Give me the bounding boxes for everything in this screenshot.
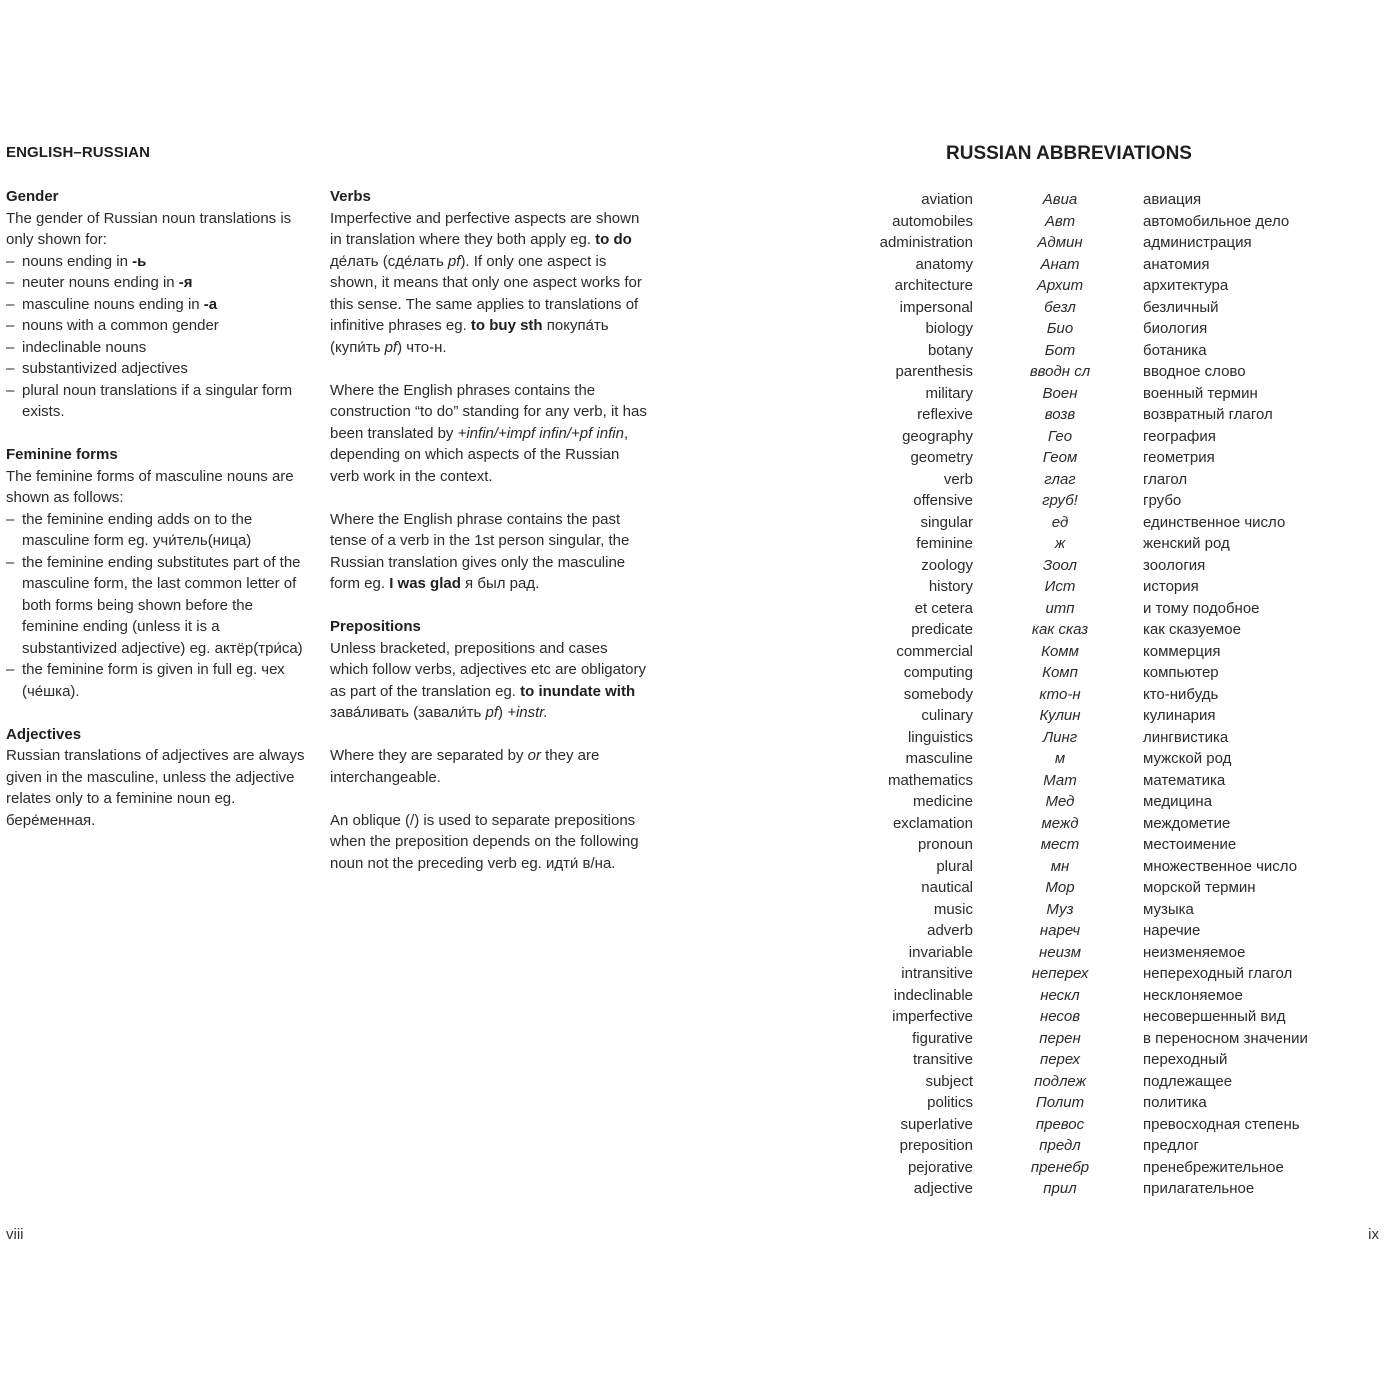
abbreviation-russian: военный термин	[1143, 384, 1258, 402]
abbreviation-english: music	[933, 900, 973, 918]
abbreviation-code: Бот	[1044, 341, 1076, 359]
abbreviation-english: superlative	[900, 1115, 973, 1133]
abbreviation-english: history	[928, 578, 973, 595]
abbreviation-russian: зоология	[1143, 556, 1206, 574]
table-row	[800, 383, 1360, 405]
abbreviation-russian: история	[1143, 578, 1199, 595]
table-row	[800, 770, 1360, 792]
abbreviation-code: Воен	[1042, 384, 1078, 402]
table-row	[800, 963, 1360, 985]
table-row	[800, 813, 1360, 835]
table-row	[800, 232, 1360, 254]
abbreviation-english: administration	[879, 234, 973, 251]
abbreviation-english: mathematics	[887, 771, 973, 789]
prepositions-heading: Prepositions	[330, 618, 421, 635]
feminine-heading: Feminine forms	[6, 446, 118, 463]
abbreviation-russian: местоимение	[1143, 836, 1237, 853]
abbreviation-code: Кулин	[1039, 707, 1081, 724]
prepositions-paragraph-2: Where they are separated by or they are interchangeable.	[330, 747, 600, 786]
feminine-list	[6, 509, 306, 703]
table-row	[800, 361, 1360, 383]
abbreviation-russian: архитектура	[1143, 277, 1229, 294]
abbreviation-russian: коммерция	[1143, 642, 1221, 660]
gender-list	[6, 251, 306, 423]
abbreviation-english: indeclinable	[893, 986, 973, 1004]
abbreviation-russian: география	[1143, 427, 1216, 445]
abbreviation-english: nautical	[921, 879, 973, 896]
abbreviation-english: subject	[925, 1072, 973, 1090]
abbreviation-code: Комп	[1042, 664, 1078, 681]
table-row	[800, 942, 1360, 964]
list-item: – neuter nouns ending in -я	[6, 272, 306, 294]
abbreviation-code: Гео	[1047, 427, 1073, 445]
page-number-right: ix	[1368, 1226, 1379, 1243]
abbreviation-english: botany	[927, 341, 973, 359]
list-item: – masculine nouns ending in -а	[6, 294, 306, 316]
abbreviation-code: ж	[1054, 535, 1066, 552]
abbreviation-code: подлеж	[1034, 1072, 1086, 1090]
abbreviation-russian: морской термин	[1143, 879, 1256, 896]
abbreviation-russian: медицина	[1143, 793, 1213, 810]
abbreviation-english: biology	[925, 320, 973, 337]
verbs-paragraph-1: Imperfective and perfective aspects are shown in translation where they both apply eg. to do де́лать (сде́лать pf). If only one aspect is shown, it means that only one aspect works for this sense. The same applies to translations of infinitive phrases eg. to buy sth покупа́ть (купи́ть pf) что-н.	[330, 209, 642, 356]
abbreviation-code: перех	[1039, 1051, 1081, 1068]
abbreviation-russian: несклоняемое	[1143, 986, 1243, 1004]
table-row	[800, 211, 1360, 233]
abbreviation-russian: авиация	[1143, 191, 1202, 208]
list-item: – nouns ending in -ь	[6, 251, 306, 273]
table-row	[800, 834, 1360, 856]
abbreviation-russian: переходный	[1143, 1051, 1228, 1068]
abbreviation-english: somebody	[903, 685, 973, 703]
verbs-paragraph-2-block	[330, 380, 650, 488]
abbreviation-russian: предлог	[1143, 1137, 1199, 1154]
abbreviation-russian: прилагательное	[1143, 1180, 1255, 1197]
table-row	[800, 555, 1360, 577]
table-row	[800, 254, 1360, 276]
abbreviation-russian: непереходный глагол	[1143, 965, 1293, 982]
verbs-section	[330, 186, 650, 358]
adjectives-heading: Adjectives	[6, 725, 82, 743]
abbreviation-code: пренебр	[1030, 1158, 1090, 1176]
adjectives-body: Russian translations of adjectives are always given in the masculine, unless the adjective relates only to a feminine noun eg. бере́менная.	[6, 747, 305, 829]
verbs-paragraph-3-block	[330, 509, 650, 595]
abbreviation-russian: автомобильное дело	[1143, 212, 1290, 230]
abbreviation-english: politics	[927, 1094, 973, 1111]
abbreviation-code: несов	[1039, 1008, 1081, 1025]
abbreviation-code: глаг	[1044, 470, 1076, 488]
abbreviation-russian: математика	[1143, 771, 1226, 789]
table-row	[800, 512, 1360, 534]
abbreviation-code: Авт	[1044, 212, 1076, 230]
list-item: – indeclinable nouns	[6, 337, 306, 359]
list-item: – plural noun translations if a singular form exists.	[6, 380, 306, 423]
abbreviation-english: computing	[903, 664, 973, 681]
column-1	[6, 186, 306, 853]
abbreviation-english: plural	[936, 857, 973, 875]
list-item: – the feminine form is given in full eg. чех (че́шка).	[6, 659, 306, 702]
abbreviation-english: reflexive	[917, 406, 973, 423]
table-row	[800, 297, 1360, 319]
abbreviation-russian: грубо	[1143, 492, 1182, 509]
verbs-paragraph-2: Where the English phrases contains the construction “to do” standing for any verb, it has been translated by +infin/+impf infin/+pf infin, depending on which aspects of the Russian verb work in the context.	[330, 381, 647, 485]
table-row	[800, 189, 1360, 211]
abbreviation-code: прил	[1043, 1180, 1077, 1197]
abbreviation-code: нескл	[1040, 986, 1080, 1004]
table-row	[800, 318, 1360, 340]
abbreviation-russian: политика	[1143, 1094, 1207, 1111]
abbreviation-english: zoology	[921, 556, 973, 574]
table-row	[800, 404, 1360, 426]
abbreviation-code: Анат	[1040, 255, 1080, 273]
abbreviation-english: transitive	[912, 1051, 973, 1068]
abbreviation-russian: администрация	[1143, 234, 1252, 251]
abbreviation-english: linguistics	[907, 728, 973, 746]
left-page	[0, 0, 680, 1385]
abbreviation-english: adjective	[913, 1180, 973, 1197]
abbreviation-code: Комм	[1041, 642, 1079, 660]
abbreviation-code: безл	[1044, 298, 1076, 316]
table-row	[800, 727, 1360, 749]
abbreviations-title: RUSSIAN ABBREVIATIONS	[946, 143, 1192, 164]
abbreviation-english: geometry	[910, 449, 973, 466]
table-row	[800, 1006, 1360, 1028]
abbreviation-russian: женский род	[1143, 535, 1230, 552]
abbreviation-code: Авиа	[1042, 191, 1078, 208]
abbreviation-russian: пренебрежительное	[1143, 1158, 1284, 1176]
list-item: – nouns with a common gender	[6, 315, 306, 337]
table-row	[800, 1178, 1360, 1200]
abbreviation-russian: лингвистика	[1143, 728, 1229, 746]
table-row	[800, 576, 1360, 598]
abbreviation-english: impersonal	[899, 298, 973, 316]
abbreviation-english: masculine	[905, 750, 973, 767]
abbreviation-english: predicate	[911, 621, 973, 638]
table-row	[800, 641, 1360, 663]
abbreviation-code: мн	[1050, 857, 1070, 875]
abbreviation-english: anatomy	[915, 255, 973, 273]
abbreviation-code: Мор	[1045, 879, 1075, 896]
abbreviation-code: вводн сл	[1029, 363, 1091, 380]
prepositions-paragraph-3-block	[330, 810, 650, 875]
table-row	[800, 1135, 1360, 1157]
table-row	[800, 985, 1360, 1007]
adjectives-section	[6, 724, 306, 832]
abbreviation-english: imperfective	[892, 1008, 973, 1025]
abbreviation-russian: биология	[1143, 320, 1208, 337]
abbreviation-english: adverb	[927, 922, 973, 939]
abbreviation-russian: неизменяемое	[1143, 943, 1246, 961]
table-row	[800, 426, 1360, 448]
abbreviation-code: Био	[1046, 320, 1074, 337]
list-item: – substantivized adjectives	[6, 358, 306, 380]
table-row	[800, 705, 1360, 727]
abbreviation-russian: в переносном значении	[1143, 1029, 1308, 1047]
abbreviation-code: возв	[1044, 406, 1076, 423]
abbreviation-english: medicine	[912, 793, 973, 810]
abbreviation-russian: мужской род	[1143, 750, 1232, 767]
table-row	[800, 490, 1360, 512]
gender-intro: The gender of Russian noun translations is only shown for:	[6, 209, 292, 248]
prepositions-paragraph-2-block	[330, 745, 650, 788]
table-row	[800, 340, 1360, 362]
prepositions-paragraph-3: An oblique (/) is used to separate prepositions when the preposition depends on the following noun not the preceding verb eg. идти́ в/на.	[330, 811, 639, 872]
abbreviation-russian: анатомия	[1143, 255, 1210, 273]
abbreviation-english: exclamation	[892, 814, 973, 832]
table-row	[800, 1071, 1360, 1093]
abbreviation-russian: несовершенный вид	[1143, 1008, 1286, 1025]
prepositions-paragraph-1: Unless bracketed, prepositions and cases which follow verbs, adjectives etc are obligatory as part of the translation eg. to inundate with зава́ливать (завали́ть pf) +instr.	[330, 639, 646, 721]
abbreviation-russian: вводное слово	[1143, 363, 1246, 380]
abbreviation-code: Админ	[1037, 234, 1083, 251]
verbs-paragraph-3: Where the English phrase contains the past tense of a verb in the 1st person singular, the Russian translation gives only the masculine form eg. I was glad я был рад.	[330, 510, 630, 592]
abbreviation-english: military	[925, 384, 973, 402]
abbreviation-code: предл	[1039, 1137, 1081, 1154]
abbreviation-code: превос	[1035, 1115, 1085, 1133]
abbreviation-russian: глагол	[1143, 470, 1188, 488]
gender-heading: Gender	[6, 188, 59, 205]
table-row	[800, 684, 1360, 706]
abbreviation-code: Геом	[1042, 449, 1078, 466]
abbreviation-russian: подлежащее	[1143, 1072, 1233, 1090]
gender-section	[6, 186, 306, 423]
abbreviation-russian: компьютер	[1143, 664, 1219, 681]
feminine-section	[6, 444, 306, 702]
abbreviation-english: invariable	[908, 943, 973, 961]
table-row	[800, 1028, 1360, 1050]
table-row	[800, 899, 1360, 921]
abbreviations-table	[800, 189, 1360, 1200]
table-row	[800, 1092, 1360, 1114]
abbreviation-code: межд	[1041, 814, 1079, 832]
abbreviation-russian: возвратный глагол	[1143, 406, 1273, 423]
abbreviation-code: Ист	[1044, 578, 1076, 595]
page-number-left: viii	[6, 1226, 24, 1243]
table-row	[800, 1157, 1360, 1179]
abbreviation-english: architecture	[894, 277, 973, 294]
table-row	[800, 791, 1360, 813]
table-row	[800, 877, 1360, 899]
abbreviation-russian: множественное число	[1143, 857, 1298, 875]
abbreviation-code: Муз	[1046, 900, 1074, 918]
abbreviation-code: перен	[1039, 1029, 1081, 1047]
abbreviation-russian: безличный	[1143, 298, 1219, 316]
abbreviation-english: singular	[920, 513, 973, 531]
table-row	[800, 447, 1360, 469]
table-row	[800, 619, 1360, 641]
table-row	[800, 1114, 1360, 1136]
table-row	[800, 662, 1360, 684]
abbreviation-english: figurative	[912, 1029, 973, 1047]
abbreviation-english: pejorative	[907, 1158, 973, 1176]
abbreviation-code: Мат	[1043, 771, 1077, 789]
table-row	[800, 469, 1360, 491]
abbreviation-english: preposition	[899, 1137, 973, 1154]
abbreviation-russian: и тому подобное	[1143, 599, 1260, 617]
abbreviation-code: Мед	[1045, 793, 1075, 810]
abbreviation-english: et cetera	[914, 599, 973, 617]
table-row	[800, 856, 1360, 878]
running-head: ENGLISH–RUSSIAN	[6, 144, 151, 161]
table-row	[800, 920, 1360, 942]
abbreviation-code: ед	[1051, 513, 1069, 531]
list-item: – the feminine ending substitutes part of the masculine form, the last common letter of both forms being shown before the feminine ending (unless it is a substantivized adjective) eg. актёр(три́са)	[6, 552, 306, 660]
abbreviation-english: feminine	[916, 535, 973, 552]
abbreviation-english: culinary	[921, 707, 973, 724]
abbreviation-russian: геометрия	[1143, 449, 1215, 466]
verbs-heading: Verbs	[330, 188, 371, 205]
list-item: – the feminine ending adds on to the masculine form eg. учи́тель(ница)	[6, 509, 306, 552]
table-row	[800, 748, 1360, 770]
abbreviation-russian: музыка	[1143, 900, 1194, 918]
abbreviation-russian: ботаника	[1143, 341, 1207, 359]
abbreviation-russian: кто-нибудь	[1143, 685, 1219, 703]
table-row	[800, 598, 1360, 620]
abbreviation-english: parenthesis	[895, 363, 973, 380]
abbreviation-russian: превосходная степень	[1143, 1115, 1300, 1133]
abbreviation-russian: как сказуемое	[1143, 621, 1241, 638]
abbreviation-english: automobiles	[892, 212, 973, 230]
abbreviation-code: Зоол	[1042, 556, 1078, 574]
abbreviation-code: Линг	[1042, 728, 1078, 746]
table-row	[800, 1049, 1360, 1071]
abbreviation-english: pronoun	[917, 836, 973, 853]
table-row	[800, 275, 1360, 297]
abbreviation-code: итп	[1045, 599, 1075, 617]
table-row	[800, 533, 1360, 555]
abbreviation-code: как сказ	[1031, 621, 1089, 638]
abbreviation-code: неизм	[1038, 943, 1082, 961]
abbreviation-code: Архит	[1036, 277, 1084, 294]
abbreviation-russian: междометие	[1143, 814, 1231, 832]
abbreviation-russian: единственное число	[1143, 513, 1286, 531]
abbreviation-english: commercial	[896, 642, 973, 660]
abbreviation-english: intransitive	[901, 965, 973, 982]
abbreviation-code: мест	[1040, 836, 1080, 853]
abbreviation-russian: наречие	[1143, 922, 1201, 939]
abbreviation-code: груб!	[1042, 492, 1078, 509]
column-2	[330, 186, 650, 896]
abbreviation-english: geography	[902, 427, 973, 445]
abbreviation-english: aviation	[921, 191, 973, 208]
feminine-intro: The feminine forms of masculine nouns are shown as follows:	[6, 467, 294, 506]
abbreviation-code: кто-н	[1039, 685, 1081, 703]
abbreviation-russian: кулинария	[1143, 707, 1216, 724]
abbreviation-code: м	[1054, 750, 1066, 767]
abbreviation-code: неперех	[1031, 965, 1089, 982]
abbreviation-code: нареч	[1039, 922, 1081, 939]
prepositions-section	[330, 616, 650, 724]
abbreviation-code: Полит	[1035, 1094, 1085, 1111]
abbreviation-english: verb	[943, 470, 973, 488]
abbreviation-english: offensive	[913, 492, 973, 509]
